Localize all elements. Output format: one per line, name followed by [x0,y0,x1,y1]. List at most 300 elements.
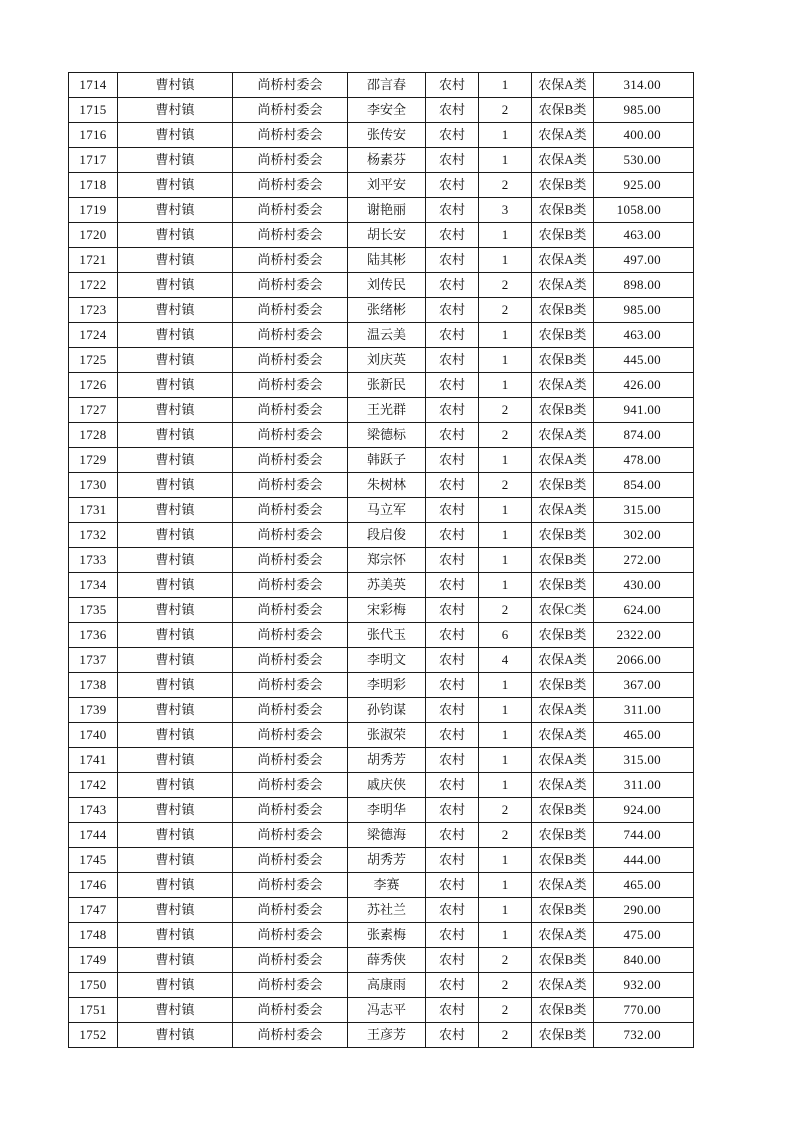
cell-area-type: 农村 [426,948,479,973]
cell-id: 1744 [69,823,118,848]
cell-count: 1 [479,73,532,98]
cell-town: 曹村镇 [118,748,233,773]
cell-amount: 426.00 [594,373,694,398]
cell-name: 李安全 [348,98,426,123]
cell-id: 1725 [69,348,118,373]
cell-count: 2 [479,998,532,1023]
cell-category: 农保A类 [532,748,594,773]
cell-town: 曹村镇 [118,223,233,248]
cell-town: 曹村镇 [118,873,233,898]
cell-village: 尚桥村委会 [233,273,348,298]
cell-name: 梁德标 [348,423,426,448]
cell-category: 农保B类 [532,323,594,348]
cell-count: 2 [479,173,532,198]
cell-area-type: 农村 [426,923,479,948]
cell-village: 尚桥村委会 [233,873,348,898]
cell-category: 农保B类 [532,173,594,198]
cell-town: 曹村镇 [118,598,233,623]
cell-village: 尚桥村委会 [233,1023,348,1048]
cell-town: 曹村镇 [118,723,233,748]
cell-town: 曹村镇 [118,498,233,523]
cell-town: 曹村镇 [118,948,233,973]
cell-id: 1730 [69,473,118,498]
cell-name: 李明华 [348,798,426,823]
cell-area-type: 农村 [426,598,479,623]
cell-count: 2 [479,273,532,298]
cell-amount: 315.00 [594,498,694,523]
cell-category: 农保B类 [532,623,594,648]
cell-category: 农保B类 [532,298,594,323]
cell-village: 尚桥村委会 [233,823,348,848]
cell-name: 王光群 [348,398,426,423]
cell-name: 朱树林 [348,473,426,498]
cell-area-type: 农村 [426,423,479,448]
cell-name: 谢艳丽 [348,198,426,223]
cell-category: 农保B类 [532,548,594,573]
cell-town: 曹村镇 [118,623,233,648]
table-row [69,273,694,298]
cell-count: 2 [479,973,532,998]
cell-id: 1722 [69,273,118,298]
cell-name: 张淑荣 [348,723,426,748]
cell-area-type: 农村 [426,1023,479,1048]
cell-amount: 744.00 [594,823,694,848]
cell-town: 曹村镇 [118,523,233,548]
cell-name: 薛秀侠 [348,948,426,973]
cell-category: 农保B类 [532,223,594,248]
cell-id: 1726 [69,373,118,398]
cell-name: 段启俊 [348,523,426,548]
table-row [69,773,694,798]
cell-area-type: 农村 [426,373,479,398]
table-row [69,898,694,923]
cell-village: 尚桥村委会 [233,298,348,323]
cell-village: 尚桥村委会 [233,748,348,773]
cell-village: 尚桥村委会 [233,348,348,373]
cell-village: 尚桥村委会 [233,248,348,273]
table-row [69,348,694,373]
cell-town: 曹村镇 [118,698,233,723]
cell-amount: 985.00 [594,98,694,123]
cell-village: 尚桥村委会 [233,698,348,723]
cell-town: 曹村镇 [118,198,233,223]
cell-amount: 463.00 [594,223,694,248]
cell-category: 农保B类 [532,98,594,123]
cell-amount: 530.00 [594,148,694,173]
table-row [69,398,694,423]
cell-category: 农保A类 [532,273,594,298]
cell-name: 李明文 [348,648,426,673]
cell-name: 邵言春 [348,73,426,98]
table-row [69,998,694,1023]
cell-area-type: 农村 [426,898,479,923]
table-row [69,323,694,348]
cell-area-type: 农村 [426,473,479,498]
table-row [69,973,694,998]
cell-count: 3 [479,198,532,223]
cell-count: 1 [479,848,532,873]
cell-count: 1 [479,723,532,748]
cell-town: 曹村镇 [118,248,233,273]
cell-area-type: 农村 [426,248,479,273]
cell-count: 1 [479,748,532,773]
cell-id: 1746 [69,873,118,898]
cell-town: 曹村镇 [118,123,233,148]
cell-id: 1718 [69,173,118,198]
cell-village: 尚桥村委会 [233,223,348,248]
cell-town: 曹村镇 [118,373,233,398]
table-row [69,798,694,823]
cell-name: 胡秀芳 [348,748,426,773]
cell-village: 尚桥村委会 [233,998,348,1023]
cell-area-type: 农村 [426,98,479,123]
cell-id: 1728 [69,423,118,448]
cell-category: 农保B类 [532,523,594,548]
cell-name: 苏美英 [348,573,426,598]
cell-id: 1716 [69,123,118,148]
table-row [69,648,694,673]
table-row [69,98,694,123]
cell-village: 尚桥村委会 [233,573,348,598]
cell-id: 1715 [69,98,118,123]
cell-area-type: 农村 [426,398,479,423]
cell-village: 尚桥村委会 [233,473,348,498]
cell-category: 农保B类 [532,823,594,848]
cell-id: 1737 [69,648,118,673]
table-row [69,748,694,773]
cell-village: 尚桥村委会 [233,198,348,223]
cell-name: 张素梅 [348,923,426,948]
cell-id: 1733 [69,548,118,573]
cell-category: 农保A类 [532,723,594,748]
cell-town: 曹村镇 [118,798,233,823]
cell-category: 农保A类 [532,873,594,898]
cell-amount: 311.00 [594,773,694,798]
cell-category: 农保A类 [532,923,594,948]
cell-amount: 445.00 [594,348,694,373]
cell-area-type: 农村 [426,348,479,373]
cell-area-type: 农村 [426,198,479,223]
cell-count: 1 [479,373,532,398]
table-row [69,498,694,523]
table-row [69,673,694,698]
cell-amount: 925.00 [594,173,694,198]
cell-village: 尚桥村委会 [233,973,348,998]
table-row [69,473,694,498]
cell-name: 温云美 [348,323,426,348]
table-row [69,823,694,848]
table-row [69,73,694,98]
cell-town: 曹村镇 [118,448,233,473]
cell-town: 曹村镇 [118,848,233,873]
cell-category: 农保B类 [532,1023,594,1048]
cell-id: 1739 [69,698,118,723]
cell-town: 曹村镇 [118,1023,233,1048]
table-row [69,248,694,273]
cell-amount: 430.00 [594,573,694,598]
cell-area-type: 农村 [426,773,479,798]
table-row [69,698,694,723]
cell-id: 1747 [69,898,118,923]
cell-village: 尚桥村委会 [233,123,348,148]
cell-count: 1 [479,448,532,473]
table-row [69,1023,694,1048]
cell-area-type: 农村 [426,498,479,523]
cell-count: 1 [479,248,532,273]
cell-name: 陆其彬 [348,248,426,273]
cell-id: 1719 [69,198,118,223]
cell-name: 宋彩梅 [348,598,426,623]
cell-amount: 840.00 [594,948,694,973]
cell-count: 1 [479,898,532,923]
cell-amount: 924.00 [594,798,694,823]
cell-village: 尚桥村委会 [233,423,348,448]
cell-town: 曹村镇 [118,823,233,848]
cell-name: 韩跃子 [348,448,426,473]
cell-area-type: 农村 [426,723,479,748]
cell-category: 农保A类 [532,73,594,98]
cell-category: 农保B类 [532,673,594,698]
cell-town: 曹村镇 [118,173,233,198]
cell-area-type: 农村 [426,673,479,698]
cell-area-type: 农村 [426,848,479,873]
cell-category: 农保B类 [532,898,594,923]
cell-id: 1738 [69,673,118,698]
cell-category: 农保B类 [532,998,594,1023]
cell-count: 2 [479,598,532,623]
cell-village: 尚桥村委会 [233,523,348,548]
cell-town: 曹村镇 [118,548,233,573]
cell-town: 曹村镇 [118,98,233,123]
cell-id: 1723 [69,298,118,323]
cell-count: 2 [479,823,532,848]
cell-count: 6 [479,623,532,648]
cell-amount: 465.00 [594,873,694,898]
cell-id: 1735 [69,598,118,623]
table-row [69,948,694,973]
cell-count: 1 [479,873,532,898]
cell-town: 曹村镇 [118,323,233,348]
cell-name: 孙钧谋 [348,698,426,723]
table-row [69,148,694,173]
cell-town: 曹村镇 [118,923,233,948]
cell-id: 1717 [69,148,118,173]
cell-town: 曹村镇 [118,148,233,173]
cell-amount: 898.00 [594,273,694,298]
cell-village: 尚桥村委会 [233,673,348,698]
table-row [69,873,694,898]
cell-area-type: 农村 [426,648,479,673]
cell-town: 曹村镇 [118,648,233,673]
cell-amount: 874.00 [594,423,694,448]
cell-area-type: 农村 [426,323,479,348]
cell-amount: 475.00 [594,923,694,948]
cell-amount: 1058.00 [594,198,694,223]
cell-id: 1749 [69,948,118,973]
cell-town: 曹村镇 [118,423,233,448]
table-row [69,623,694,648]
cell-amount: 732.00 [594,1023,694,1048]
cell-id: 1752 [69,1023,118,1048]
cell-category: 农保A类 [532,423,594,448]
cell-village: 尚桥村委会 [233,948,348,973]
cell-count: 1 [479,523,532,548]
cell-count: 1 [479,773,532,798]
cell-count: 2 [479,798,532,823]
cell-id: 1751 [69,998,118,1023]
cell-area-type: 农村 [426,123,479,148]
cell-village: 尚桥村委会 [233,498,348,523]
cell-name: 胡秀芳 [348,848,426,873]
cell-amount: 854.00 [594,473,694,498]
cell-area-type: 农村 [426,798,479,823]
cell-amount: 311.00 [594,698,694,723]
cell-id: 1729 [69,448,118,473]
cell-name: 马立军 [348,498,426,523]
cell-category: 农保A类 [532,123,594,148]
cell-name: 刘传民 [348,273,426,298]
table-row [69,573,694,598]
cell-category: 农保B类 [532,798,594,823]
cell-category: 农保A类 [532,148,594,173]
cell-amount: 272.00 [594,548,694,573]
cell-name: 郑宗怀 [348,548,426,573]
cell-town: 曹村镇 [118,348,233,373]
cell-count: 1 [479,698,532,723]
cell-count: 1 [479,348,532,373]
cell-amount: 314.00 [594,73,694,98]
table-row [69,448,694,473]
cell-category: 农保A类 [532,773,594,798]
cell-area-type: 农村 [426,273,479,298]
cell-count: 2 [479,98,532,123]
cell-village: 尚桥村委会 [233,73,348,98]
cell-amount: 624.00 [594,598,694,623]
cell-amount: 941.00 [594,398,694,423]
cell-village: 尚桥村委会 [233,373,348,398]
cell-count: 2 [479,1023,532,1048]
cell-count: 2 [479,398,532,423]
cell-town: 曹村镇 [118,73,233,98]
cell-category: 农保A类 [532,973,594,998]
cell-count: 1 [479,548,532,573]
table-row [69,123,694,148]
cell-id: 1720 [69,223,118,248]
cell-area-type: 农村 [426,73,479,98]
cell-name: 李赛 [348,873,426,898]
cell-area-type: 农村 [426,973,479,998]
cell-name: 张代玉 [348,623,426,648]
cell-area-type: 农村 [426,223,479,248]
cell-town: 曹村镇 [118,398,233,423]
cell-id: 1742 [69,773,118,798]
cell-id: 1721 [69,248,118,273]
cell-area-type: 农村 [426,173,479,198]
table-row [69,298,694,323]
table-row [69,223,694,248]
cell-amount: 444.00 [594,848,694,873]
cell-amount: 932.00 [594,973,694,998]
cell-count: 1 [479,323,532,348]
cell-town: 曹村镇 [118,673,233,698]
cell-category: 农保B类 [532,948,594,973]
cell-category: 农保B类 [532,848,594,873]
cell-category: 农保B类 [532,473,594,498]
cell-area-type: 农村 [426,148,479,173]
cell-village: 尚桥村委会 [233,773,348,798]
cell-id: 1734 [69,573,118,598]
cell-amount: 367.00 [594,673,694,698]
cell-amount: 2066.00 [594,648,694,673]
cell-name: 张新民 [348,373,426,398]
cell-area-type: 农村 [426,523,479,548]
cell-name: 高康雨 [348,973,426,998]
cell-amount: 770.00 [594,998,694,1023]
cell-name: 杨素芬 [348,148,426,173]
cell-id: 1745 [69,848,118,873]
cell-category: 农保B类 [532,573,594,598]
cell-category: 农保B类 [532,348,594,373]
cell-count: 1 [479,573,532,598]
cell-category: 农保A类 [532,498,594,523]
cell-village: 尚桥村委会 [233,798,348,823]
cell-village: 尚桥村委会 [233,448,348,473]
cell-area-type: 农村 [426,623,479,648]
cell-id: 1714 [69,73,118,98]
cell-count: 1 [479,223,532,248]
table-row [69,373,694,398]
cell-village: 尚桥村委会 [233,598,348,623]
cell-village: 尚桥村委会 [233,623,348,648]
cell-town: 曹村镇 [118,973,233,998]
cell-count: 2 [479,298,532,323]
table-row [69,923,694,948]
cell-amount: 302.00 [594,523,694,548]
cell-name: 张传安 [348,123,426,148]
cell-village: 尚桥村委会 [233,548,348,573]
cell-area-type: 农村 [426,573,479,598]
cell-amount: 478.00 [594,448,694,473]
cell-name: 李明彩 [348,673,426,698]
cell-name: 刘庆英 [348,348,426,373]
table-row [69,848,694,873]
cell-village: 尚桥村委会 [233,148,348,173]
cell-category: 农保C类 [532,598,594,623]
cell-village: 尚桥村委会 [233,898,348,923]
cell-amount: 290.00 [594,898,694,923]
cell-village: 尚桥村委会 [233,98,348,123]
table-row [69,723,694,748]
cell-name: 张绪彬 [348,298,426,323]
cell-village: 尚桥村委会 [233,723,348,748]
cell-category: 农保A类 [532,448,594,473]
cell-town: 曹村镇 [118,273,233,298]
cell-id: 1750 [69,973,118,998]
cell-area-type: 农村 [426,548,479,573]
cell-area-type: 农村 [426,698,479,723]
cell-name: 王彦芳 [348,1023,426,1048]
cell-count: 2 [479,473,532,498]
cell-count: 2 [479,948,532,973]
cell-id: 1740 [69,723,118,748]
cell-category: 农保B类 [532,398,594,423]
table-row [69,173,694,198]
data-table [68,72,694,1048]
cell-amount: 985.00 [594,298,694,323]
cell-count: 1 [479,923,532,948]
cell-village: 尚桥村委会 [233,923,348,948]
cell-count: 1 [479,148,532,173]
